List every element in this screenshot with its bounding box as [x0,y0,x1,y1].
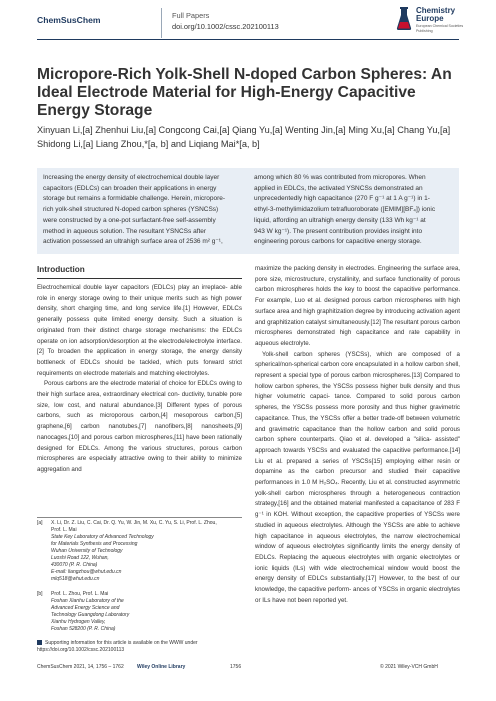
abstract-box [37,168,459,254]
header-rule [37,39,459,40]
affiliation-b [37,591,242,633]
flask-icon [396,7,412,31]
affiliation-line: Advanced Energy Science and [51,604,120,611]
affiliation-line: X. Li, Dr. Z. Liu, C. Cai, Dr. Q. Yu, W. Jin, M. Xu, C. Yu, S. Li, Prof. L. Zhou, [51,520,217,526]
abstract-line: rich yolk-shell structured N-doped carbon spheres (YSNCSs) [43,206,219,214]
section-heading-introduction: Introduction [37,265,85,274]
abstract-line: method in aqueous solution. The resultant YSNCSs after [43,227,207,235]
article-type: Full Papers [172,11,210,20]
journal-name: ChemSusChem [37,15,101,25]
doi-link[interactable]: doi.org/10.1002/cssc.202100113 [172,22,279,31]
abstract-line: engineering porous carbons for capacitive energy storage. [254,238,422,246]
supporting-info-icon [37,640,42,645]
affiliation-line: E-mail: liangzhou@whut.edu.cn [51,568,122,575]
abstract-line: liquid, affording an ultrahigh energy density (133 Wh kg⁻¹ at [254,216,426,224]
section-rule [37,278,242,279]
affiliation-line: Prof. L. Mai [51,526,77,533]
page-number: 1756 [230,664,242,670]
affiliation-line: Foshan 528200 (P. R. China) [51,625,116,632]
footer-publisher[interactable]: Wiley Online Library [137,664,186,670]
logo-line2: Europe [416,14,444,23]
supporting-info-link[interactable]: https://doi.org/10.1002/cssc.202100113 [37,647,125,653]
body-column-right [255,264,460,607]
abstract-line: Increasing the energy density of electrochemical double layer [43,174,220,181]
author-list: Xinyuan Li,[a] Zhenhui Liu,[a] Congcong Cai,[a] Qiang Yu,[a] Wenting Jin,[a] Ming Xu,[a] Chang Yu,[a] Shidong Li,[a] Liang Zhou,*[a, b] and Liqiang Mai*[a, b] [37,125,451,149]
abstract-line: applied in EDLCs, the activated YSNCSs demonstrated an [254,184,423,192]
footer-citation: ChemSusChem 2021, 14, 1756 – 1762 [37,664,124,670]
affiliation-line: for Materials Synthesis and Processing [51,540,138,547]
footer-copyright: © 2021 Wiley-VCH GmbH [380,664,438,670]
affiliation-line: mlq518@whut.edu.cn [51,575,100,582]
abstract-line: were constructed by a one-pot surfactant-free self-assembly [43,216,216,224]
affiliation-label: [a] [37,520,43,526]
affiliation-line: Technology Guangdong Laboratory [51,611,130,618]
supporting-info-note [37,640,242,654]
affiliation-line: State Key Laboratory of Advanced Technology [51,533,154,540]
body-paragraph: Electrochemical double layer capacitors (EDLCs) play an irreplace- able role in energy storage owing to their unique merits such as high power density, short charging time, and long service life.[1] However, EDLCs generally possess quite limited energy density. Such a situation is originated from their distinct charge storage mechanisms: the EDLCs operate on ion adsorption/desorption at the electrode/electrolyte interface.[2] To broaden the application in energy storage, the energy density bottleneck of EDLCs should be tackled, which puts forward strict requirements on electrode materials and matching electrolytes. [37,284,242,377]
abstract-line: capacitors (EDLCs) can broaden their applications in energy [43,184,217,192]
abstract-line: unprecedentedly high capacitance (270 F g⁻¹ at 1 A g⁻¹) in 1- [254,195,430,203]
affiliation-label: [b] [37,591,43,597]
supporting-info-text: Supporting information for this article is available on the WWW under [45,640,198,646]
affiliation-line: Xianhu Hydrogen Valley, [51,618,106,625]
abstract-line: 943 W kg⁻¹). The present contribution provides insight into [254,227,423,235]
logo-tagline: European Chemical Societies Publishing [416,24,464,33]
affiliation-row [37,591,242,633]
affiliation-line: Foshan Xianhu Laboratory of the [51,597,124,604]
body-column-left [37,283,242,476]
logo-line1: Chemistry [416,6,456,15]
affiliation-line: 430070 (P. R. China) [51,561,98,568]
affiliation-line: Prof. L. Zhou, Prof. L. Mai [51,591,109,597]
footnote-rule [37,517,242,518]
affiliation-line: Wuhan University of Technology [51,547,123,554]
abstract-right-column [254,173,453,248]
abstract-left-column [43,173,242,248]
abstract-line: storage but remains a formidable challenge. Herein, micropore- [43,195,226,203]
abstract-line: activation possessed an ultrahigh surface area of 2536 m² g⁻¹, [43,238,223,246]
affiliation-row [37,520,242,583]
affiliation-a [37,520,242,583]
body-paragraph: maximize the packing density in electrodes. Engineering the surface area, pore size, microstructure, crystallinity, and surface functionality of porous carbon microspheres holds the key to boost the capacitive performance. For example, Luo et al. designed porous carbon microspheres with high surface area and high graphitization degree by introducing activation agent and graphitization catalyst simultaneously.[12] The resultant porous carbon microspheres demonstrated high capacitance and rate capability in aqueous electrolyte. [255,265,460,347]
abstract-line: ethyl-3-methylimidazolium tetrafluoroborate ([EMIM][BF₄]) ionic [254,206,436,214]
chemistry-europe-logo [396,5,476,35]
article-title: Micropore-Rich Yolk-Shell N-doped Carbon Spheres: An Ideal Electrode Material for High-Energy Capacitive Energy Storage [37,66,452,119]
body-paragraph: Yolk-shell carbon spheres (YSCSs), which are composed of a spherical/non-spherical carbon core encapsulated in a hollow carbon shell, represent a special type of porous carbon microspheres.[13] Compared to hollow carbon spheres, the YSCSs possess higher bulk density and thus higher volumetric capaci- tance. Compared to solid porous carbon spheres, the YSCSs possess more porosity and thus higher gravimetric capacitance. Thus, the YSCSs offer a better trade-off between volumetric and gravimetric capacitance than the hollow carbon and solid porous carbon sphere counterparts. Qiao et al. developed a "silica- assisted" approach towards YSCSs and evaluated the capacitive performance.[14] Liu et al. prepared a series of YSCSs[15] employing either resin or dopamine as the carbon precursor and studied their capacitive performances in 1.0 M H₂SO₄. Recently, Liu et al. constructed asymmetric yolk-shell carbon microspheres through a heterogeneous contraction strategy,[16] and the obtained material manifested a capacitance of 283 F g⁻¹ in KOH. Without exception, the capacitive properties of YSCSs were studied in aqueous electrolytes. Although the YSCSs are able to achieve high capacitance in aqueous electrolytes, the narrow electrochemical window of aqueous electrolytes significantly limits the energy density of EDLCs. Replacing the aqueous electrolytes with organic electrolytes or ionic liquids (ILs) with wide electrochemical window would boost the energy density of EDLCs substantially.[17] However, to the best of our knowledge, the capacitive perform- ances of YSCSs in organic electrolytes or ILs have not been reported yet. [255,350,460,604]
affiliation-line: Luoshi Road 122, Wuhan, [51,554,109,561]
body-paragraph: Porous carbons are the electrode material of choice for EDLCs owing to their high surface area, extraordinary electrical con- ductivity, tunable pore size, low cost, and natural abundance.[3] Different types of porous carbons, such as microporous carbon,[4] mesoporous carbon,[5] graphene,[6] carbon nanotubes,[7] nanofibers,[8] nanosheets,[9] nanocages,[10] and porous carbon microspheres,[11] have been rationally designed for EDLCs. Among the various structures, porous carbon microspheres are especially attractive owing to their ability to minimize aggregation and [37,380,242,473]
header-divider [161,8,162,38]
abstract-line: among which 80 % was contributed from micropores. When [254,174,426,181]
